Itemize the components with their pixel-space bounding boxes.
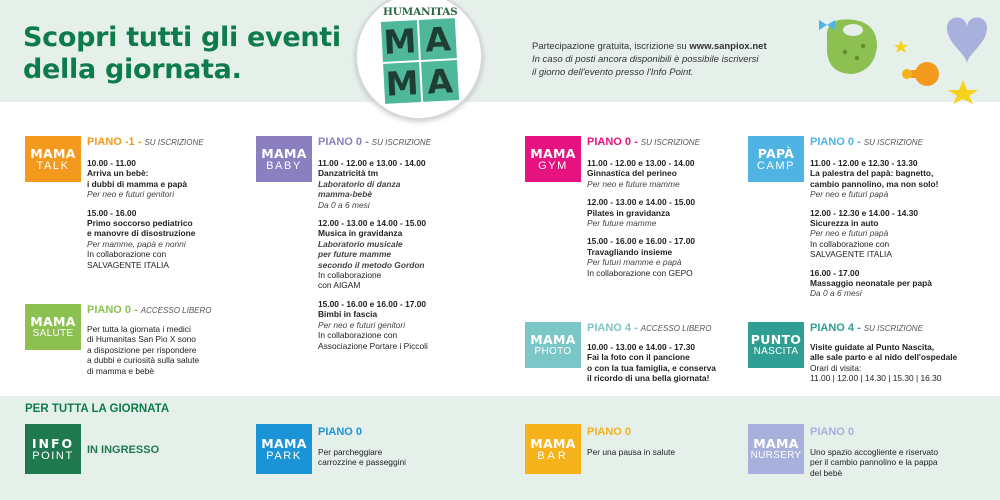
session-title: i dubbi di mamma e papà xyxy=(87,178,188,189)
logo-letter: M xyxy=(382,20,418,62)
star-icon xyxy=(948,80,978,104)
session-title: Arriva un bebè: xyxy=(87,168,149,179)
logo-letter: A xyxy=(419,18,457,60)
text-line: a dubbi e curiosità sulla salute xyxy=(87,355,200,366)
baby-items-illustration xyxy=(815,8,995,104)
session-title: La palestra del papà: bagnetto, xyxy=(810,168,934,179)
badge-line-1: MAMA xyxy=(261,145,307,161)
session-audience: Per neo e futuri genitori xyxy=(87,189,175,200)
session-time: 15.00 - 16.00 e 16.00 - 17.00 xyxy=(318,298,427,309)
session-partner: In collaborazione con xyxy=(810,238,890,249)
logo-letters xyxy=(381,18,459,104)
session-time: 16.00 - 17.00 xyxy=(810,267,860,278)
session-title: Bimbi in fascia xyxy=(318,309,378,320)
text-line: a disposizione per rispondere xyxy=(87,344,197,355)
registration-link[interactable]: www.sanpiox.net xyxy=(689,41,767,52)
badge-line-2: NURSERY xyxy=(750,449,802,461)
session-title: Massaggio neonatale per papà xyxy=(810,278,932,289)
session-title: Sicurezza in auto xyxy=(810,218,879,229)
session-partner: SALVAGENTE ITALIA xyxy=(87,259,169,270)
text-line: del bebè xyxy=(810,467,843,478)
session-audience: Per neo e future mamme xyxy=(587,178,680,189)
floor-label: PIANO 0 xyxy=(810,136,855,148)
star-icon xyxy=(894,40,908,53)
session-partner: Associazione Portare i Piccoli xyxy=(318,340,428,351)
text-line: di Humanitas San Pio X sono xyxy=(87,334,196,345)
mama-gym-badge xyxy=(525,136,581,182)
mama-bar-badge xyxy=(525,424,581,474)
mama-gym-schedule xyxy=(587,158,737,286)
session-title: Primo soccorso pediatrico xyxy=(87,218,193,229)
headline-line-2: della giornata. xyxy=(23,54,242,85)
registration-note-1: In caso di posti ancora disponibili è possibile iscriversi xyxy=(532,54,759,65)
session-title: secondo il metodo Gordon xyxy=(318,259,425,270)
mama-park-floor: PIANO 0 xyxy=(318,426,363,438)
badge-line-2: CAMP xyxy=(756,159,796,172)
session-title: Laboratorio di danza xyxy=(318,178,401,189)
page-headline xyxy=(23,22,341,86)
badge-line-2: POINT xyxy=(32,449,74,462)
badge-line-2: GYM xyxy=(538,159,568,172)
floor-label: PIANO 4 xyxy=(587,322,632,334)
badge-line-1: MAMA xyxy=(530,145,576,161)
visit-times: 11.00 | 12.00 | 14.30 | 15.30 | 16.30 xyxy=(810,373,942,384)
registration-info xyxy=(532,40,767,79)
mama-talk-badge xyxy=(25,136,81,182)
session-partner: In collaborazione con xyxy=(318,330,398,341)
access-note: SU ISCRIZIONE xyxy=(863,138,923,147)
badge-line-2: PHOTO xyxy=(534,345,572,357)
logo-letter: M xyxy=(384,62,420,104)
floor-label: PIANO 4 xyxy=(810,322,855,334)
floor-label: PIANO 0 xyxy=(587,136,632,148)
session-title: Pilates in gravidanza xyxy=(587,207,670,218)
badge-line-1: PUNTO xyxy=(750,331,802,347)
session-audience: Per neo e futuri papà xyxy=(810,189,889,200)
badge-line-1: MAMA xyxy=(530,435,576,451)
text-line: o con la tua famiglia, e conserva xyxy=(587,362,716,373)
mama-talk-floor: PIANO -1 - SU ISCRIZIONE xyxy=(87,136,204,148)
badge-line-2: BAR xyxy=(537,449,569,462)
mama-park-badge xyxy=(256,424,312,474)
session-partner: In collaborazione con xyxy=(87,249,167,260)
registration-note-2: il giorno dell'evento presso l'Info Point. xyxy=(532,67,694,78)
session-audience: Da 0 a 6 mesi xyxy=(318,199,370,210)
badge-line-1: MAMA xyxy=(261,435,307,451)
papa-camp-badge xyxy=(748,136,804,182)
session-time: 12.00 - 13.00 e 14.00 - 15.00 xyxy=(318,218,427,229)
badge-line-1: PAPÀ xyxy=(757,145,795,161)
mama-baby-schedule xyxy=(318,158,498,359)
punto-nascita-floor: PIANO 4 - SU ISCRIZIONE xyxy=(810,322,923,334)
session-partner: con AIGAM xyxy=(318,280,361,291)
logo-letter: A xyxy=(421,60,459,102)
rattle-icon xyxy=(902,62,939,86)
mama-baby-floor: PIANO 0 - SU ISCRIZIONE xyxy=(318,136,431,148)
badge-line-2: SALUTE xyxy=(32,327,74,339)
mama-bar-description xyxy=(587,447,737,457)
session-title: Ginnastica del perineo xyxy=(587,168,677,179)
papa-camp-schedule xyxy=(810,158,990,307)
text-line: Orari di visita: xyxy=(810,362,862,373)
session-audience: Da 0 a 6 mesi xyxy=(810,288,862,299)
mama-bar-floor: PIANO 0 xyxy=(587,426,632,438)
session-audience: Per neo e futuri genitori xyxy=(318,319,406,330)
text-line: Visite guidate al Punto Nascita, xyxy=(810,342,935,352)
info-point-location: IN INGRESSO xyxy=(87,444,160,456)
session-audience: Per futuri mamme e papà xyxy=(587,257,682,268)
floor-label: PIANO 0 xyxy=(87,304,132,316)
session-time: 15.00 - 16.00 e 16.00 - 17.00 xyxy=(587,236,696,247)
session-title: e manovre di disostruzione xyxy=(87,228,196,239)
access-note: SU ISCRIZIONE xyxy=(640,138,700,147)
mama-photo-badge xyxy=(525,322,581,368)
session-audience: Per mamme, papà e nonni xyxy=(87,238,186,249)
mama-salute-description xyxy=(87,324,247,376)
heart-icon xyxy=(947,18,987,65)
mama-nursery-floor: PIANO 0 xyxy=(810,426,855,438)
headline-line-1: Scopri tutti gli eventi xyxy=(23,22,341,53)
session-partner: In collaborazione con GEPO xyxy=(587,267,693,278)
mama-gym-floor: PIANO 0 - SU ISCRIZIONE xyxy=(587,136,700,148)
mama-nursery-description xyxy=(810,447,995,478)
mama-salute-floor: PIANO 0 - ACCESSO LIBERO xyxy=(87,304,212,316)
badge-line-1: INFO xyxy=(31,435,75,451)
session-partner: In collaborazione xyxy=(318,270,382,281)
papa-camp-floor: PIANO 0 - SU ISCRIZIONE xyxy=(810,136,923,148)
floor-label: PIANO -1 xyxy=(87,136,135,148)
access-note: SU ISCRIZIONE xyxy=(371,138,431,147)
session-title: per future mamme xyxy=(318,249,392,260)
mama-salute-badge xyxy=(25,304,81,350)
badge-line-1: MAMA xyxy=(30,313,76,329)
text-line: per il cambio pannolino e la pappa xyxy=(810,457,938,468)
session-title: mamma-bebè xyxy=(318,189,372,200)
text-line: Uno spazio accogliente e riservato xyxy=(810,447,939,457)
text-line: di mamma e bebè xyxy=(87,365,155,376)
session-title: Danzatricità tm xyxy=(318,168,379,179)
text-line: Per tutta la giornata i medici xyxy=(87,324,191,334)
session-time: 11.00 - 12.00 e 13.00 - 14.00 xyxy=(587,158,695,168)
access-note: SU ISCRIZIONE xyxy=(863,324,923,333)
session-title: Laboratorio musicale xyxy=(318,238,403,249)
badge-line-1: MAMA xyxy=(753,435,799,451)
mama-nursery-badge xyxy=(748,424,804,474)
registration-text: Partecipazione gratuita, iscrizione su xyxy=(532,41,690,52)
access-note: SU ISCRIZIONE xyxy=(144,138,204,147)
mama-photo-description xyxy=(587,342,737,384)
badge-line-2: BABY xyxy=(266,159,302,172)
session-time: 12.00 - 12.30 e 14.00 - 14.30 xyxy=(810,207,919,218)
text-line: il ricordo di una bella giornata! xyxy=(587,373,710,384)
text-line: carrozzine e passeggini xyxy=(318,457,406,468)
logo-brand-text: HUMANITAS xyxy=(383,6,458,18)
all-day-heading: PER TUTTA LA GIORNATA xyxy=(25,403,170,415)
access-note: ACCESSO LIBERO xyxy=(140,306,212,315)
mama-photo-floor: PIANO 4 - ACCESSO LIBERO xyxy=(587,322,712,334)
session-time: 11.00 - 12.00 e 12.30 - 13.30 xyxy=(810,158,918,168)
session-time: 12.00 - 13.00 e 14.00 - 15.00 xyxy=(587,197,696,208)
text-line: Per parcheggiare xyxy=(318,447,383,457)
text-line: Fai la foto con il pancione xyxy=(587,352,690,363)
badge-line-2: PARK xyxy=(266,449,302,462)
session-time: 10.00 - 13.00 e 14.00 - 17.30 xyxy=(587,342,696,352)
session-time: 15.00 - 16.00 xyxy=(87,207,137,218)
floor-label: PIANO 0 xyxy=(318,136,363,148)
session-partner: SALVAGENTE ITALIA xyxy=(810,249,892,260)
session-audience: Per neo e futuri papà xyxy=(810,228,889,239)
text-line: alle sale parto e al nido dell'ospedale xyxy=(810,352,958,363)
info-point-badge xyxy=(25,424,81,474)
badge-line-1: MAMA xyxy=(530,331,576,347)
session-time: 10.00 - 11.00 xyxy=(87,158,136,168)
punto-nascita-description xyxy=(810,342,995,384)
punto-nascita-badge xyxy=(748,322,804,368)
badge-line-2: TALK xyxy=(36,159,70,172)
access-note: ACCESSO LIBERO xyxy=(640,324,712,333)
session-title: Travagliando insieme xyxy=(587,246,673,257)
badge-line-2: NASCITA xyxy=(753,345,799,357)
mama-park-description xyxy=(318,447,478,468)
mama-talk-schedule xyxy=(87,158,247,278)
session-title: Musica in gravidanza xyxy=(318,228,403,239)
session-audience: Per future mamme xyxy=(587,218,657,229)
mama-baby-badge xyxy=(256,136,312,182)
badge-line-1: MAMA xyxy=(30,145,76,161)
session-title: cambio pannolino, ma non solo! xyxy=(810,178,939,189)
session-time: 11.00 - 12.00 e 13.00 - 14.00 xyxy=(318,158,426,168)
text-line: Per una pausa in salute xyxy=(587,447,675,457)
